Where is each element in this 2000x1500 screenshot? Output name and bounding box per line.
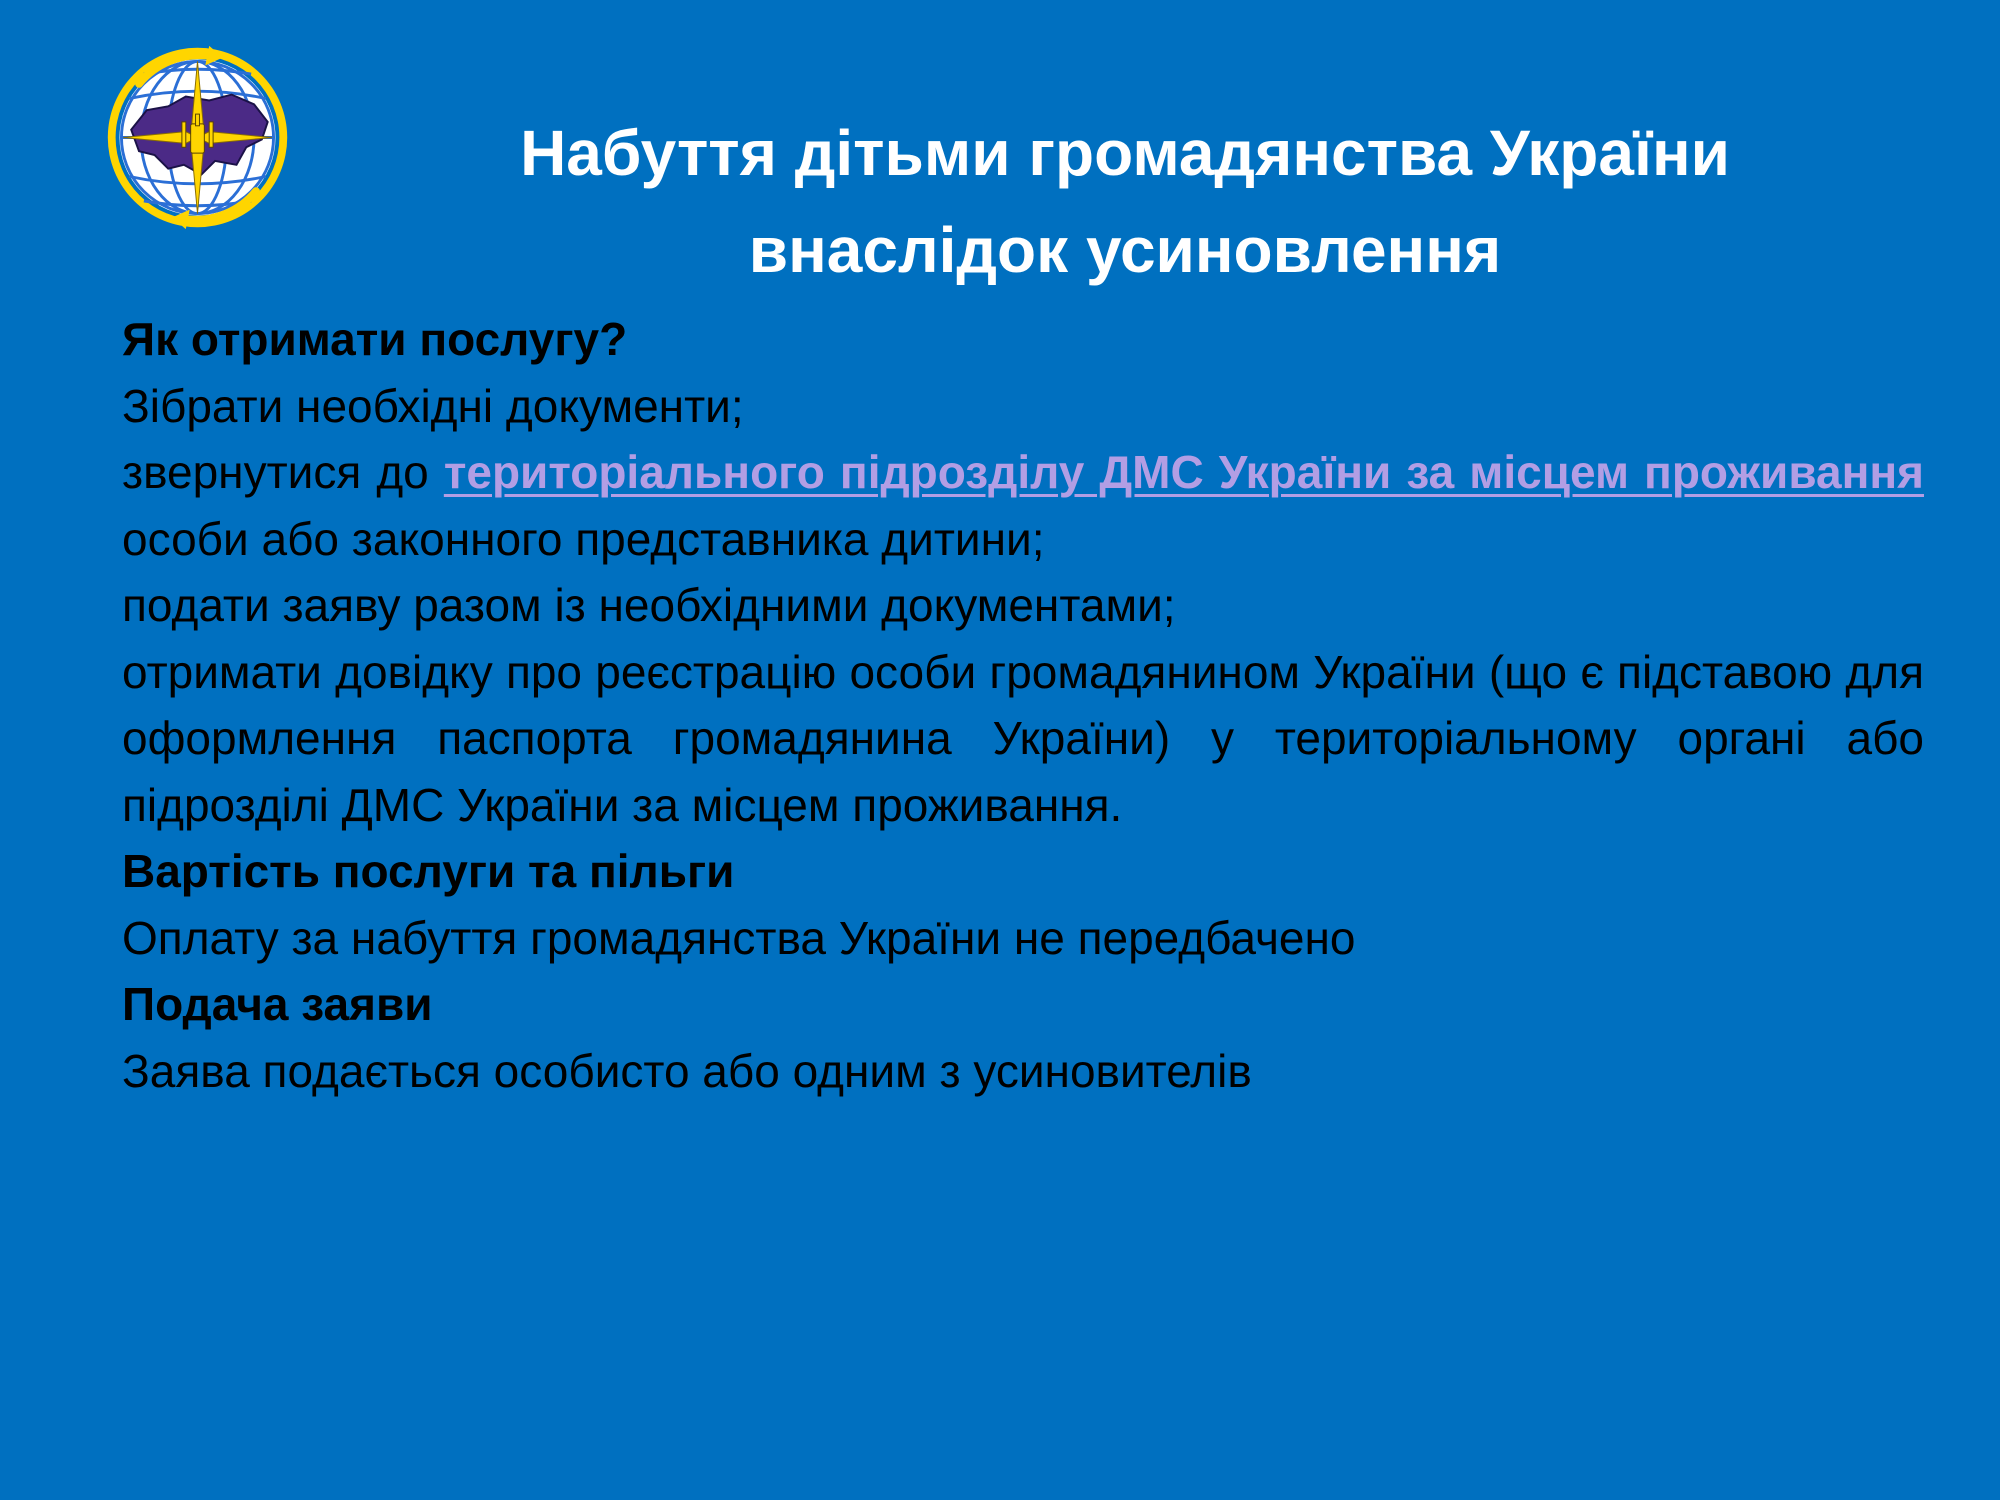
slide-title-line2: внаслідок усиновлення xyxy=(748,214,1502,286)
territorial-office-link[interactable]: територіального підрозділу ДМС України за місцем проживання xyxy=(443,446,1924,498)
slide-body xyxy=(122,306,1924,1104)
cost-text: Оплату за набуття громадянства України не передбачено xyxy=(122,911,1356,964)
step-apply-to-office xyxy=(122,439,1924,572)
step-apply-suffix: особи або законного представника дитини; xyxy=(122,512,1045,565)
step-collect-documents: Зібрати необхідні документи; xyxy=(122,379,744,432)
how-to-get-heading: Як отримати послугу? xyxy=(122,313,628,365)
application-text: Заява подається особисто або одним з усиновителів xyxy=(122,1044,1252,1097)
step-submit-application: подати заяву разом із необхідними документами; xyxy=(122,579,1176,631)
cost-heading: Вартість послуги та пільги xyxy=(122,845,735,897)
dms-emblem-icon xyxy=(100,40,295,235)
step-receive-certificate: отримати довідку про реєстрацію особи громадянином України (що є підставою для оформлення паспорта громадянина України) у територіальному органі або підрозділі ДМС України за місцем проживання. xyxy=(122,645,1924,831)
slide-title-line1: Набуття дітьми громадянства України xyxy=(520,117,1730,189)
slide-title xyxy=(420,105,1830,299)
step-apply-prefix: звернутися до xyxy=(122,446,429,498)
application-heading: Подача заяви xyxy=(122,978,433,1030)
